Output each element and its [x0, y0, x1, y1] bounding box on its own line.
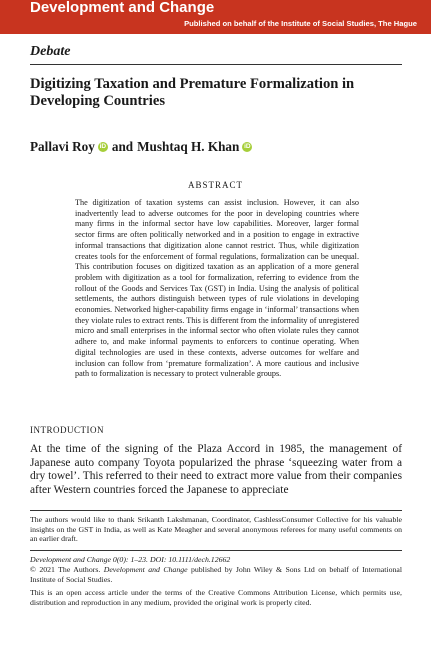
- author-connector: and: [111, 139, 134, 154]
- publisher-line: Published on behalf of the Institute of Social Studies, The Hague: [184, 19, 417, 28]
- journal-name: Development and Change: [30, 0, 215, 16]
- copyright-note: [30, 565, 402, 584]
- copyright-journal: Development and Change: [103, 565, 188, 574]
- orcid-icon[interactable]: iD: [244, 143, 251, 150]
- citation-line: Development and Change 0(0): 1–23. DOI: 10.1111/dech.12662: [30, 555, 231, 564]
- copyright-prefix: © 2021 The Authors.: [30, 565, 104, 574]
- copyright-suffix: published by John Wiley & Sons Ltd on behalf of International Institute of Social Studies.: [30, 565, 403, 584]
- orcid-icon[interactable]: iD: [99, 143, 107, 150]
- author-line: [30, 139, 256, 155]
- article-title: Digitizing Taxation and Premature Formalization in Developing Countries: [30, 76, 355, 109]
- abstract-body: The digitization of taxation systems can assist inclusion. However, it can also inadvertently lead to adverse outcomes for the poor in developing countries where many firms in the informal sector have low capabilities. Moreover, larger formal sector firms are often politically networked and in a position to engage in extractive informal transactions that digitization alone cannot restrict. Thus, while digitization creates tools for the enforcement of formal regulations, formalization can be unequal. This contribution focuses on digitized taxation as an application of a more general problem with digitization as a tool for formalization, referring to evidence from the rollout of the Goods and Services Tax (GST) in India. Using the analysis of political settlements, the authors distinguish between types of rule violations in developing economies. Networked higher-capability firms engage in ‘informal’ transactions when they violate rules to extract rents. This is different from the informality of unregistered micro and small enterprises in the informal sector who often violate rules they cannot adhere to, and make informal payments to enforcers to continue operating. When digital technologies are used in these contexts, adverse outcomes for welfare and inclusion can follow from ‘premature formalization’. A more cautious and inclusive path to formalization is necessary to protect vulnerable groups.: [75, 198, 359, 379]
- journal-banner: [0, 0, 431, 34]
- introduction-heading: INTRODUCTION: [30, 425, 104, 435]
- introduction-body: At the time of the signing of the Plaza Accord in 1985, the management of Japanese auto company Toyota popularized the phrase ‘squeezing water from a dry towel’. This referred to their need to extract more value from their companies after Western countries forced the Japanese to appreciate: [30, 443, 402, 496]
- section-divider: [30, 64, 402, 65]
- abstract-heading: ABSTRACT: [187, 180, 243, 190]
- license-note: This is an open access article under the terms of the Creative Commons Attribution License, which permits use, distribution and reproduction in any medium, provided the original work is properly cited.: [30, 588, 402, 607]
- footnote-divider: [30, 510, 402, 511]
- section-label: Debate: [30, 44, 71, 59]
- author-name: Mushtaq H. Khan: [137, 139, 240, 154]
- acknowledgement-note: The authors would like to thank Srikanth Lakshmanan, Coordinator, CashlessConsumer Collective for his valuable insights on the GST in India, as well as Kate Meagher and several anonymous referees for many useful comments on an earlier draft.: [30, 515, 402, 544]
- citation-divider: [30, 550, 402, 551]
- author-name: Pallavi Roy: [30, 139, 95, 154]
